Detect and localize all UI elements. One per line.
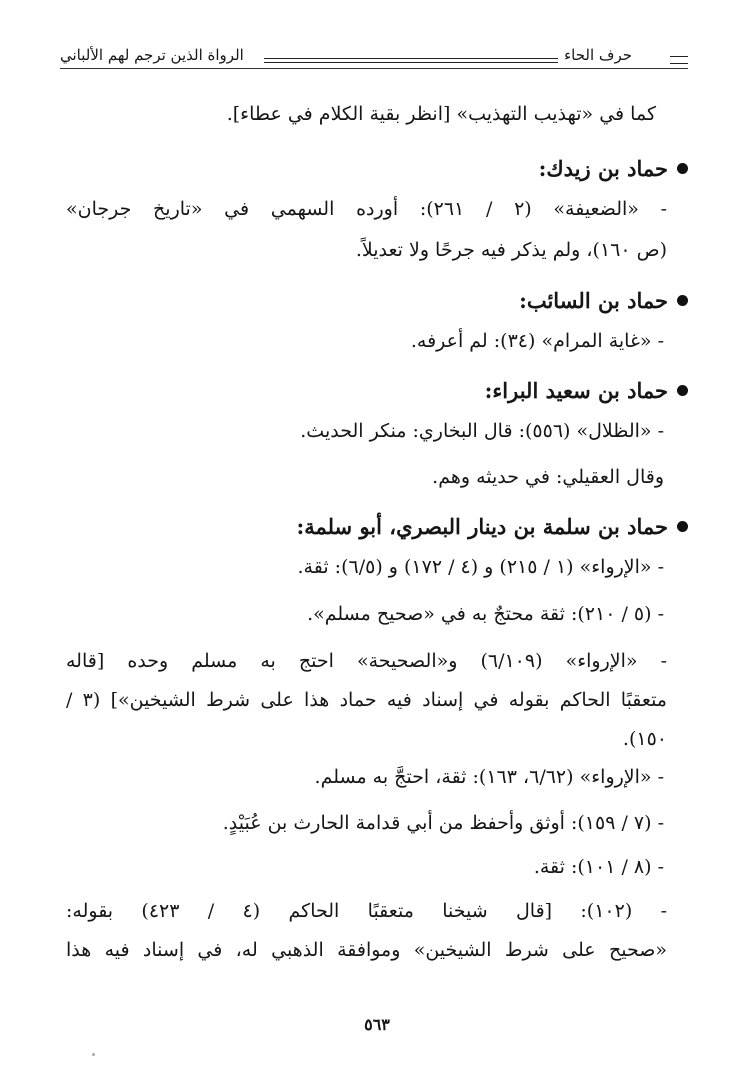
text-line: - «الظلال» (٥٥٦): قال البخاري: منكر الحديث. xyxy=(300,420,664,442)
entry-title: حماد بن زيدك: xyxy=(538,156,668,181)
entry-heading xyxy=(296,514,688,539)
page-number: ٥٦٣ xyxy=(364,1015,390,1034)
text-line: - «غاية المرام» (٣٤): لم أعرفه. xyxy=(410,330,664,352)
text-line: - (٨ / ١٠١): ثقة. xyxy=(533,856,664,878)
text-line: - (٥ / ٢١٠): ثقة محتجٌ به في «صحيح مسلم». xyxy=(307,603,664,625)
bullet-icon xyxy=(677,163,688,174)
text-line: «صحيح على شرط الشيخين» وموافقة الذهبي له، في إسناد فيه هذا xyxy=(66,939,667,961)
entry-heading xyxy=(539,156,688,181)
bullet-icon xyxy=(677,295,688,306)
text-line: - «الضعيفة» (٢ / ٢٦١): أورده السهمي في «تاريخ جرجان» xyxy=(66,198,667,220)
header-chapter: حرف الحاء xyxy=(564,46,632,64)
text-line: (ص ١٦٠)، ولم يذكر فيه جرحًا ولا تعديلاً. xyxy=(355,239,667,261)
text-line: وقال العقيلي: في حديثه وهم. xyxy=(432,466,664,488)
header-rule xyxy=(264,58,558,59)
header-book-title: الرواة الذين ترجم لهم الألباني xyxy=(60,46,244,64)
entry-title: حماد بن السائب: xyxy=(519,288,668,313)
bullet-icon xyxy=(677,385,688,396)
entry-title: حماد بن سعيد البراء: xyxy=(484,378,668,403)
text-line: - (٧ / ١٥٩): أوثق وأحفظ من أبي قدامة الحارث بن عُبَيْدٍ. xyxy=(222,812,664,834)
header-divider xyxy=(60,68,688,69)
text-line: - «الإرواء» (٦/١٠٩) و«الصحيحة» احتج به مسلم وحده [قاله xyxy=(66,650,667,672)
entry-heading xyxy=(485,378,688,403)
scan-speck xyxy=(92,1053,95,1056)
text-line: - «الإرواء» (١ / ٢١٥) و (٤ / ١٧٢) و (٦/٥): ثقة. xyxy=(297,556,664,578)
entry-title: حماد بن سلمة بن دينار البصري، أبو سلمة: xyxy=(296,514,668,539)
running-header xyxy=(60,46,688,72)
text-line: - (١٠٢): [قال شيخنا متعقبًا الحاكم (٤ / ٤٢٣) بقوله: xyxy=(66,900,668,922)
text-line: - «الإرواء» (٦/٦٢، ١٦٣): ثقة، احتجَّ به مسلم. xyxy=(314,766,664,788)
text-line: متعقبًا الحاكم بقوله في إسناد فيه حماد هذا على شرط الشيخين»] (٣ / xyxy=(66,689,667,711)
header-ornament xyxy=(670,56,688,64)
entry-heading xyxy=(519,288,688,313)
header-rule xyxy=(264,62,558,63)
text-line: ١٥٠). xyxy=(622,728,667,750)
bullet-icon xyxy=(677,521,688,532)
text-line: كما في «تهذيب التهذيب» [انظر بقية الكلام في عطاء]. xyxy=(226,103,656,125)
